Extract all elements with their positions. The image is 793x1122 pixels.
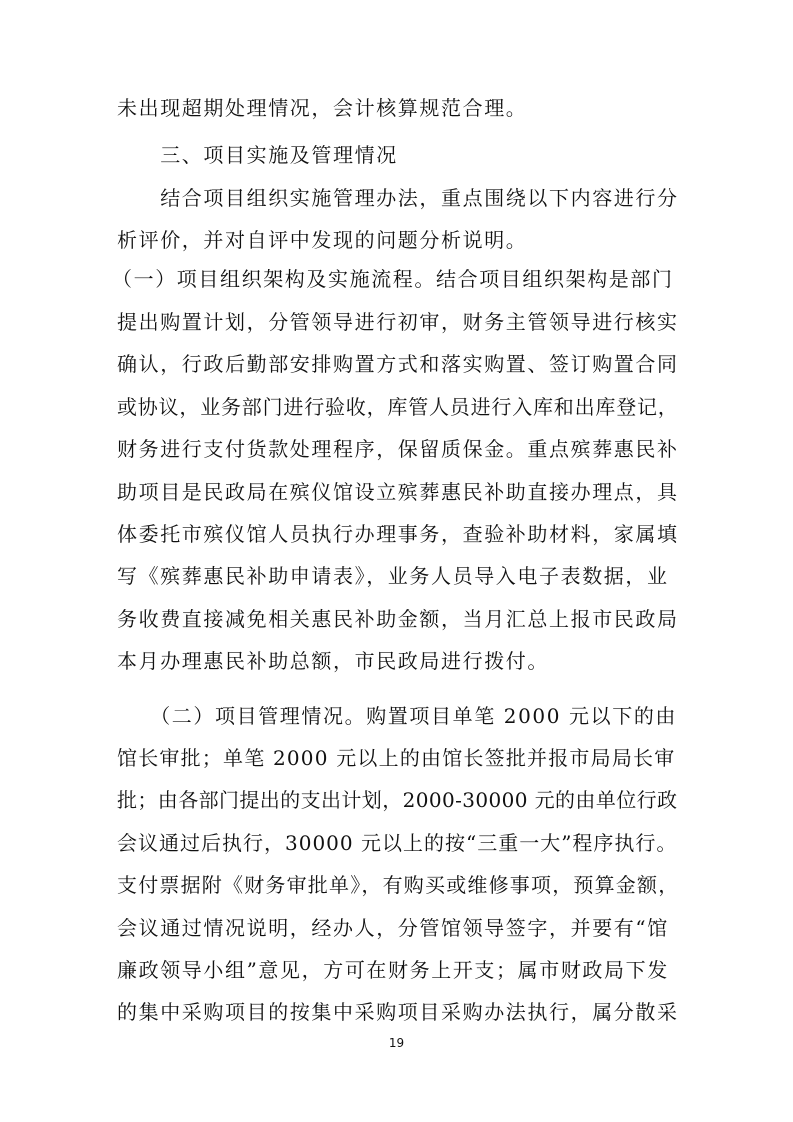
body-line-19: 支付票据附《财务审批单》，有购买或维修事项，预算金额， bbox=[117, 873, 680, 897]
subsection-heading-1: （一）项目组织架构及实施流程。结合项目组织架构是部门 bbox=[112, 267, 674, 291]
body-line-20: 会议通过情况说明，经办人，分管馆领导签字，并要有“馆 bbox=[117, 916, 669, 940]
subsection-heading-2: （二）项目管理情况。购置项目单笔 2000 元以下的由 bbox=[117, 704, 678, 728]
body-line-9: 财务进行支付货款处理程序，保留质保金。重点殡葬惠民补 bbox=[117, 437, 679, 461]
body-line-7: 确认，行政后勤部安排购置方式和落实购置、签订购置合同 bbox=[117, 352, 679, 376]
body-line-14: 本月办理惠民补助总额，市民政局进行拨付。 bbox=[117, 649, 549, 673]
body-line-13: 务收费直接减免相关惠民补助金额，当月汇总上报市民政局 bbox=[117, 607, 679, 631]
body-line-4: 析评价，并对自评中发现的问题分析说明。 bbox=[117, 228, 528, 252]
page-number: 19 bbox=[388, 1036, 405, 1050]
body-line-1: 未出现超期处理情况，会计核算规范合理。 bbox=[117, 96, 528, 120]
body-line-12: 写《殡葬惠民补助申请表》，业务人员导入电子表数据，业 bbox=[117, 564, 669, 588]
body-line-11: 体委托市殡仪馆人员执行办理事务，查验补助材料，家属填 bbox=[117, 522, 679, 546]
body-line-18: 会议通过后执行，30000 元以上的按“三重一大”程序执行。 bbox=[117, 831, 678, 855]
body-line-22: 的集中采购项目的按集中采购项目采购办法执行，属分散采 bbox=[117, 1000, 679, 1024]
body-line-3: 结合项目组织实施管理办法，重点围绕以下内容进行分 bbox=[117, 186, 679, 210]
body-line-6: 提出购置计划，分管领导进行初审，财务主管领导进行核实 bbox=[117, 310, 679, 334]
body-line-17: 批；由各部门提出的支出计划，2000-30000 元的由单位行政 bbox=[117, 788, 678, 812]
body-line-16: 馆长审批；单笔 2000 元以上的由馆长签批并报市局局长审 bbox=[117, 746, 676, 770]
section-heading: 三、项目实施及管理情况 bbox=[117, 143, 398, 167]
body-line-21: 廉政领导小组”意见，方可在财务上开支；属市财政局下发 bbox=[117, 958, 669, 982]
body-line-10: 助项目是民政局在殡仪馆设立殡葬惠民补助直接办理点，具 bbox=[117, 480, 679, 504]
body-line-8: 或协议，业务部门进行验收，库管人员进行入库和出库登记， bbox=[117, 395, 679, 419]
